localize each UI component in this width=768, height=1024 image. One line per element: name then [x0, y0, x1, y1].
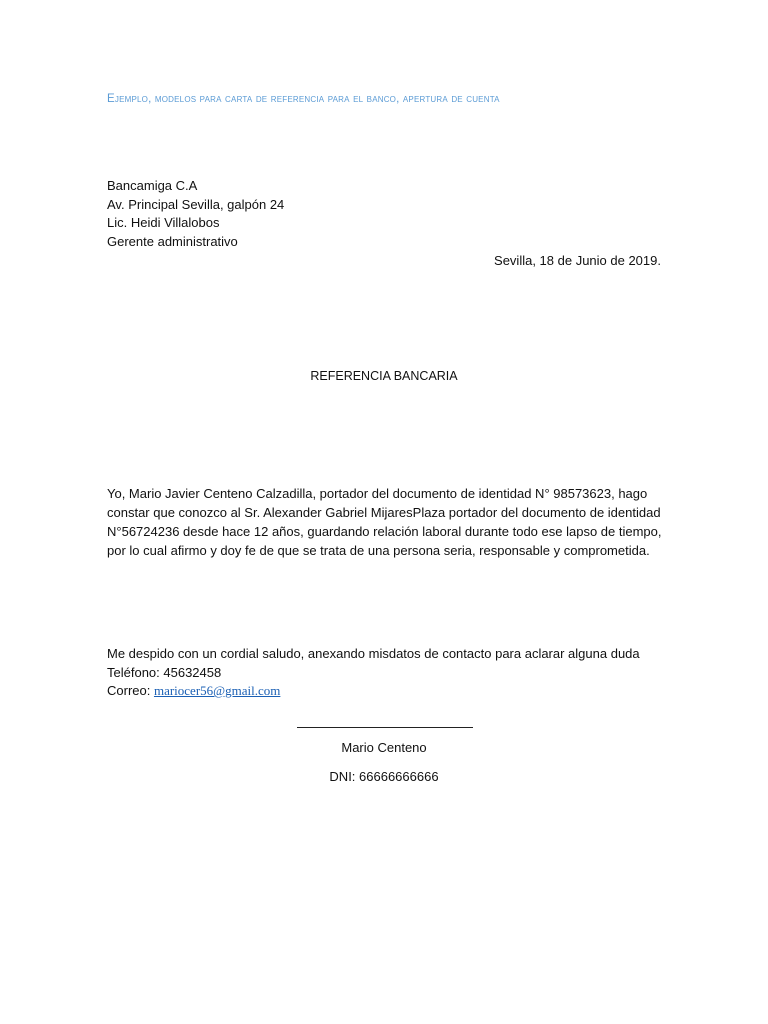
- closing-farewell: Me despido con un cordial saludo, anexando misdatos de contacto para aclarar alguna duda: [107, 646, 640, 661]
- document-heading: Ejemplo, modelos para carta de referencia para el banco, apertura de cuenta: [107, 93, 500, 105]
- email-link[interactable]: mariocer56@gmail.com: [153, 683, 281, 698]
- letter-body: [107, 484, 663, 560]
- address-line-street: Av. Principal Sevilla, galpón 24: [107, 196, 285, 212]
- letter-date: Sevilla, 18 de Junio de 2019.: [494, 253, 661, 268]
- body-line: N°56724236 desde hace 12 años, guardando relación laboral durante todo ese lapso de tiempo,: [107, 524, 662, 539]
- signature-line: [297, 727, 473, 728]
- address-line-contact: Lic. Heidi Villalobos: [107, 215, 220, 230]
- body-line: constar que conozco al Sr. Alexander Gabriel MijaresPlaza portador del documento de identidad: [107, 505, 661, 520]
- closing-email-row: [107, 682, 640, 701]
- letter-closing: [107, 645, 640, 701]
- address-line-role: Gerente administrativo: [107, 233, 238, 249]
- recipient-address: [107, 177, 284, 251]
- letter-title: REFERENCIA BANCARIA: [310, 369, 458, 383]
- closing-phone: Teléfono: 45632458: [107, 664, 222, 680]
- signer-name: Mario Centeno: [341, 740, 427, 755]
- body-line: Yo, Mario Javier Centeno Calzadilla, portador del documento de identidad N° 98573623, hago: [107, 486, 648, 501]
- body-line: por lo cual afirmo y doy fe de que se trata de una persona seria, responsable y comprometida.: [107, 543, 650, 558]
- address-line-company: Bancamiga C.A: [107, 178, 198, 193]
- email-label: Correo:: [107, 683, 154, 698]
- signer-id: DNI: 66666666666: [329, 769, 439, 784]
